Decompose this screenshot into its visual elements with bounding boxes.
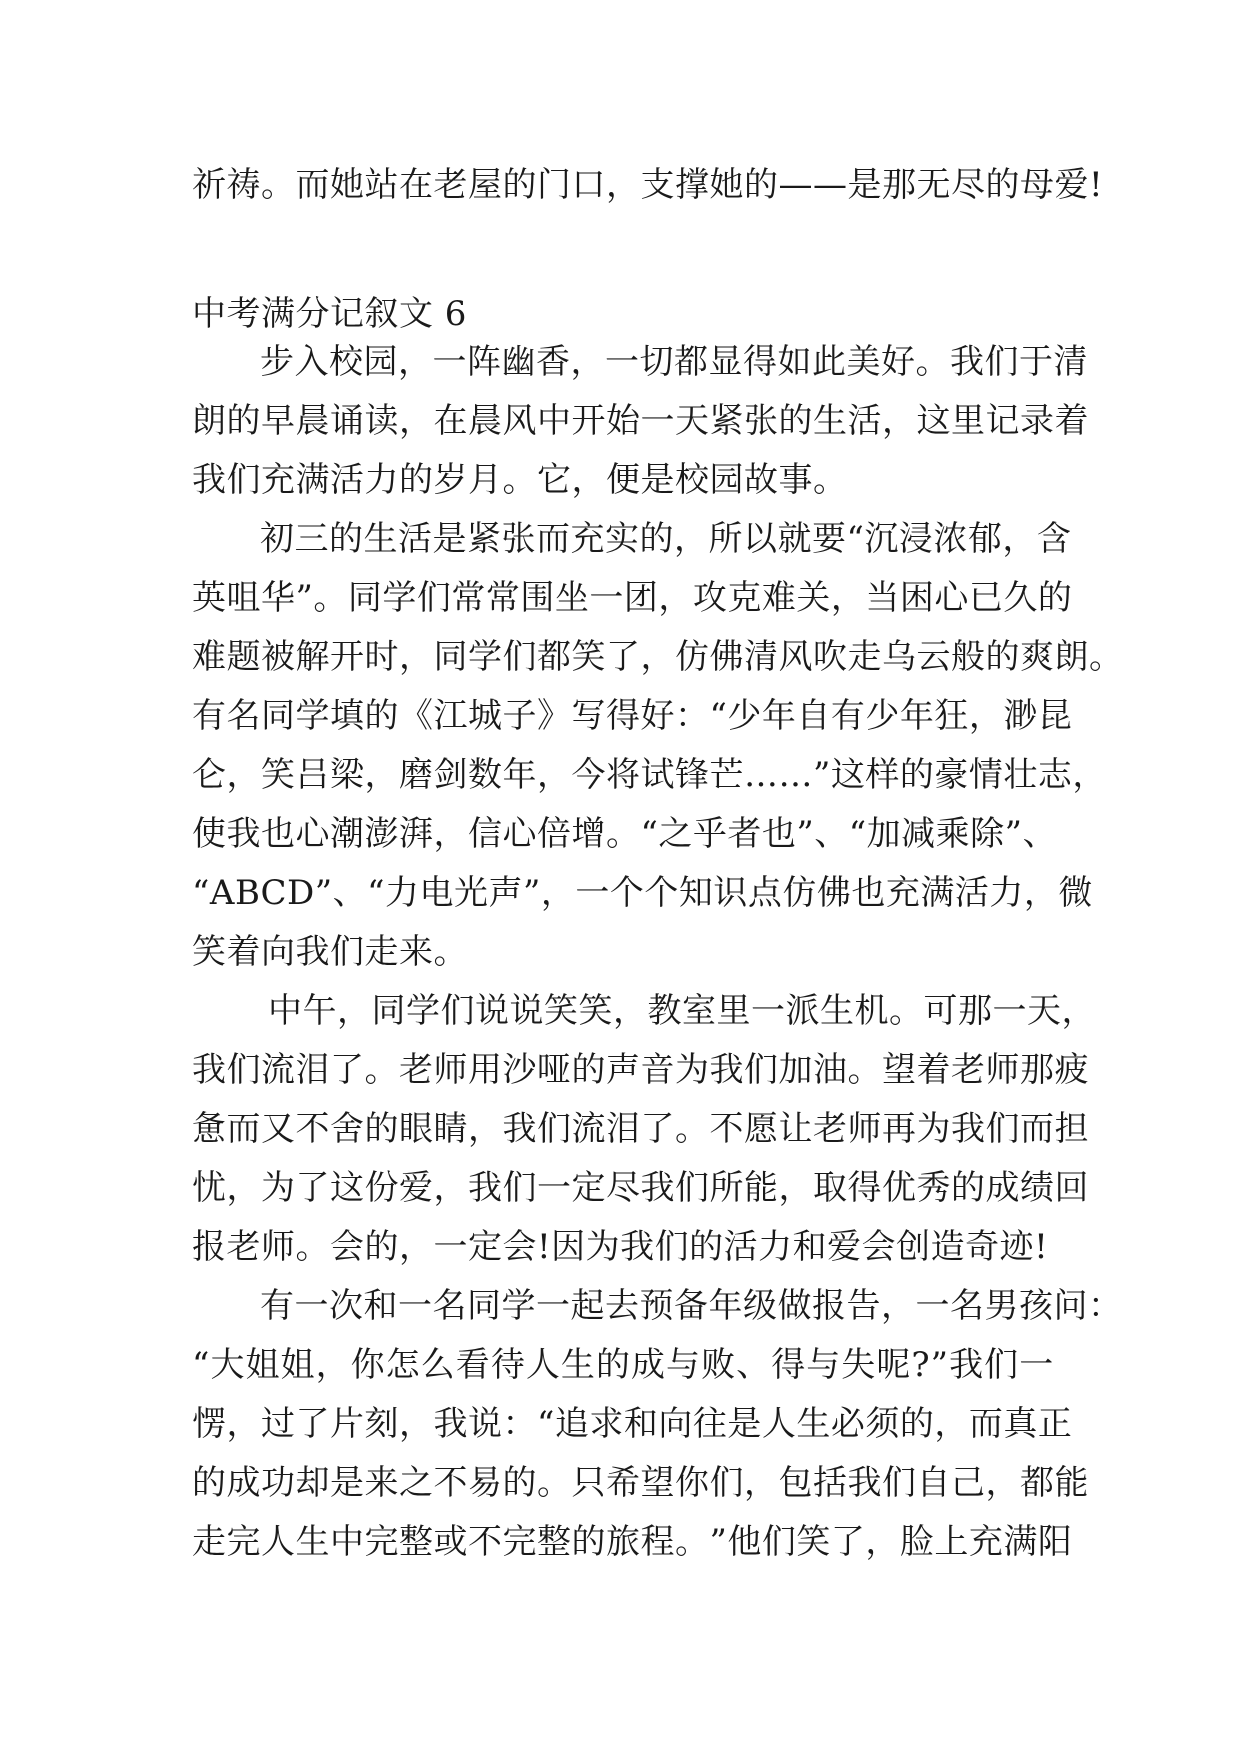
- essay-body: [192, 333, 1124, 1572]
- intro-line: [192, 156, 1104, 215]
- heading-text: 中考满分记叙文 6: [192, 294, 467, 334]
- body-line: “ 大 姐 姐 ， 你 怎 么 看 待 人 生 的 成 与 败 、 得 与 失 呢 ? ” 我 们 一: [192, 1345, 1054, 1385]
- body-line: 有 名 同 学 填 的 《 江 城 子 》 写 得 好 ： “ 少 年 自 有 少 年 狂 ， 渺 昆: [192, 696, 1073, 736]
- body-line: 我 们 流 泪 了 。 老 师 用 沙 哑 的 声 音 为 我 们 加 油 。 望 着 老 师 那 疲: [192, 1050, 1089, 1090]
- body-line: 惫 而 又 不 舍 的 眼 睛 ， 我 们 流 泪 了 。 不 愿 让 老 师 再 为 我 们 而 担: [192, 1109, 1089, 1149]
- body-line: 我们充满活力的岁月。它，便是校园故事。: [192, 460, 848, 500]
- body-line: 难 题 被 解 开 时 ， 同 学 们 都 笑 了 ， 仿 佛 清 风 吹 走 乌 云 般 的 爽 朗 。: [192, 637, 1124, 677]
- body-line: 朗 的 早 晨 诵 读 ， 在 晨 风 中 开 始 一 天 紧 张 的 生 活 ， 这 里 记 录 着: [192, 401, 1089, 441]
- body-line: 忧 ， 为 了 这 份 爱 ， 我 们 一 定 尽 我 们 所 能 ， 取 得 优 秀 的 成 绩 回: [192, 1168, 1089, 1208]
- body-line: “ A B C D ” 、 “ 力 电 光 声 ” ， 一 个 个 知 识 点 仿 佛 也 充 满 活 力 ， 微: [192, 873, 1093, 913]
- body-line: 愣 ， 过 了 片 刻 ， 我 说 ： “ 追 求 和 向 往 是 人 生 必 须 的 ， 而 真 正: [192, 1404, 1073, 1444]
- body-line: 报老师。会的，一定会!因为我们的活力和爱会创造奇迹!: [192, 1227, 1049, 1267]
- body-line: 中 午 ， 同 学 们 说 说 笑 笑 ， 教 室 里 一 派 生 机 。 可 那 一 天 ，: [268, 991, 1096, 1031]
- body-line: 英 咀 华 ” 。 同 学 们 常 常 围 坐 一 团 ， 攻 克 难 关 ， 当 困 心 已 久 的: [192, 578, 1073, 618]
- body-line: 使 我 也 心 潮 澎 湃 ， 信 心 倍 增 。 “ 之 乎 者 也 ” 、 “ 加 减 乘 除 ” 、: [192, 814, 1058, 854]
- body-line: 有 一 次 和 一 名 同 学 一 起 去 预 备 年 级 做 报 告 ， 一 名 男 孩 问 ：: [260, 1286, 1123, 1326]
- body-line: 走 完 人 生 中 完 整 或 不 完 整 的 旅 程 。 ” 他 们 笑 了 ， 脸 上 充 满 阳: [192, 1522, 1073, 1562]
- body-line: 初 三 的 生 活 是 紧 张 而 充 实 的 ， 所 以 就 要 “ 沉 浸 浓 郁 ， 含: [260, 519, 1072, 559]
- body-line: 笑着向我们走来。: [192, 932, 468, 972]
- body-line: 步 入 校 园 ， 一 阵 幽 香 ， 一 切 都 显 得 如 此 美 好 。 我 们 于 清: [260, 342, 1088, 382]
- intro-line-text: 祈祷。而她站在老屋的门口，支撑她的——是那无尽的母爱!: [192, 165, 1104, 205]
- body-line: 的 成 功 却 是 来 之 不 易 的 。 只 希 望 你 们 ， 包 括 我 们 自 己 ， 都 能: [192, 1463, 1089, 1503]
- body-line: 仑 ， 笑 吕 梁 ， 磨 剑 数 年 ， 今 将 试 锋 芒 … … ” 这 样 的 豪 情 壮 志 ，: [192, 755, 1107, 795]
